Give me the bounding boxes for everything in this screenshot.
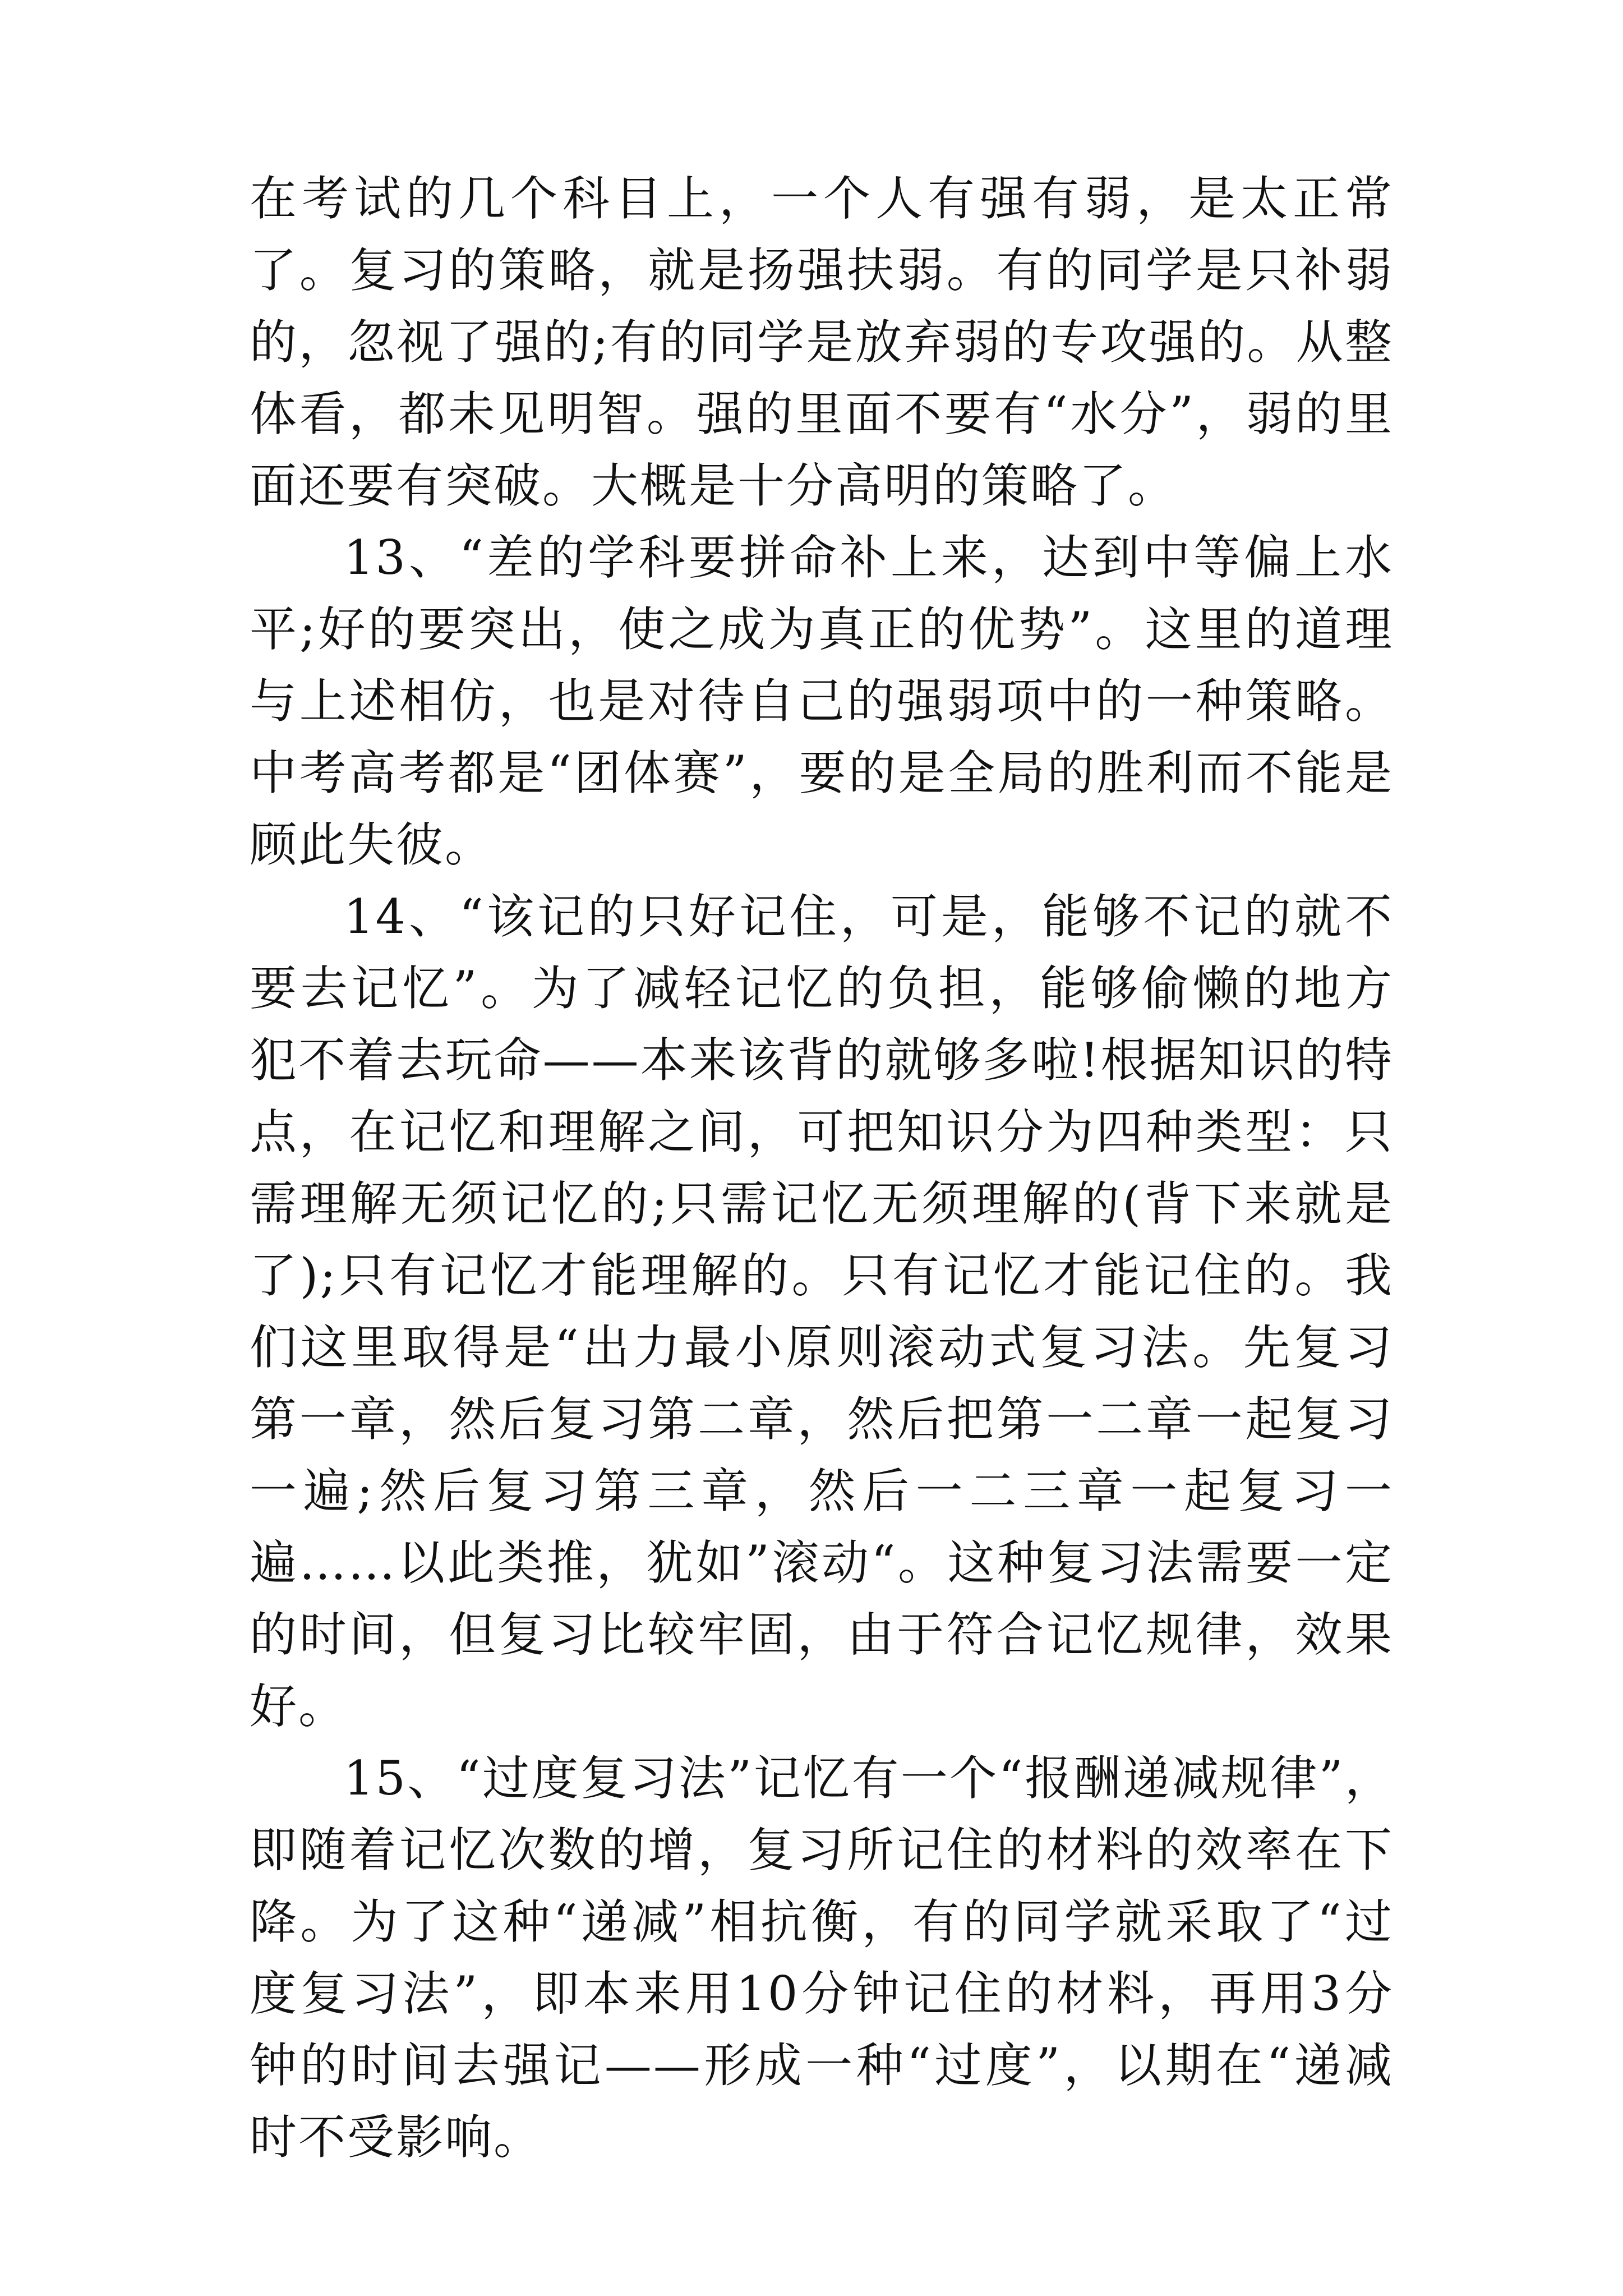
paragraph-intro: 在考试的几个科目上，一个人有强有弱，是太正常了。复习的策略，就是扬强扶弱。有的同学是只补弱的，忽视了强的;有的同学是放弃弱的专攻强的。从整体看，都未见明智。强的里面不要有“水分”，弱的里面还要有突破。大概是十分高明的策略了。	[250, 171, 1394, 513]
document-body	[250, 163, 1394, 2173]
paragraph-item-13: 13、“差的学科要拼命补上来，达到中等偏上水平;好的要突出，使之成为真正的优势”。这里的道理与上述相仿，也是对待自己的强弱项中的一种策略。中考高考都是“团体赛”，要的是全局的胜利而不能是顾此失彼。	[250, 530, 1394, 872]
paragraph-item-14: 14、“该记的只好记住，可是，能够不记的就不要去记忆”。为了减轻记忆的负担，能够偷懒的地方犯不着去玩命——本来该背的就够多啦!根据知识的特点，在记忆和理解之间，可把知识分为四种类型：只需理解无须记忆的;只需记忆无须理解的(背下来就是了);只有记忆才能理解的。只有记忆才能记住的。我们这里取得是“出力最小原则滚动式复习法。先复习第一章，然后复习第二章，然后把第一二章一起复习一遍;然后复习第三章，然后一二三章一起复习一遍……以此类推，犹如”滚动“。这种复习法需要一定的时间，但复习比较牢固，由于符合记忆规律，效果好。	[250, 889, 1394, 1734]
paragraph-item-15: 15、“过度复习法”记忆有一个“报酬递减规律”，即随着记忆次数的增，复习所记住的材料的效率在下降。为了这种“递减”相抗衡，有的同学就采取了“过度复习法”，即本来用10分钟记住的材料，再用3分钟的时间去强记——形成一种“过度”，以期在“递减时不受影响。	[250, 1751, 1394, 2165]
